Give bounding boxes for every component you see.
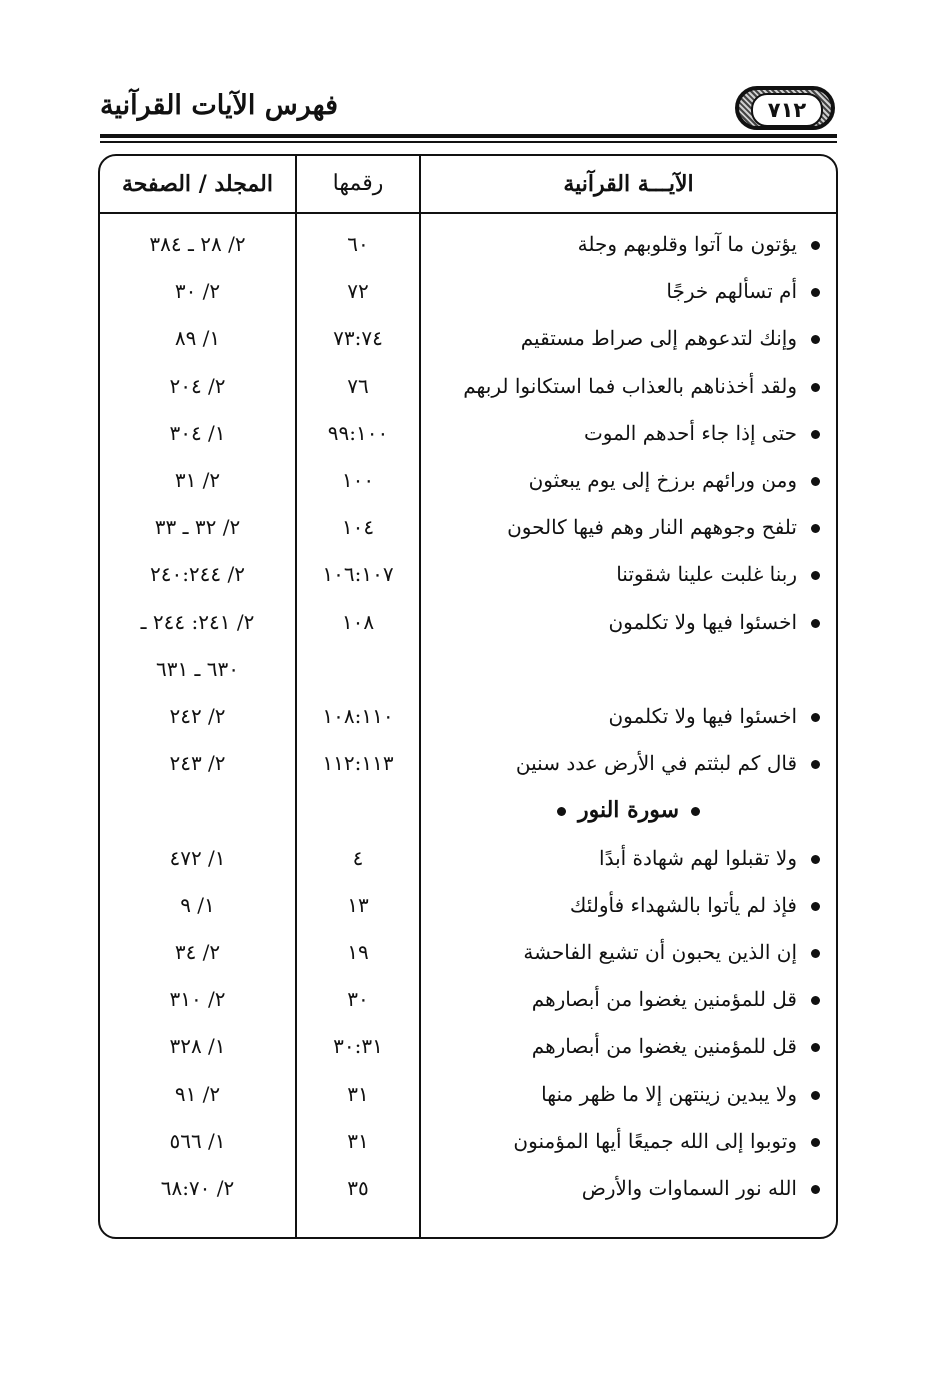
table-row: [100, 456, 836, 504]
bullet-icon: [691, 807, 700, 816]
bullet-icon: [811, 855, 820, 864]
volume-page-cell: ٢/ ٢٤١: ٢٤٤ ـ: [140, 609, 255, 634]
verse-cell: [421, 1022, 820, 1070]
verse-number-cell: ١٩: [347, 940, 369, 964]
volume-page-cell: ٢/ ٢٨ ـ ٣٨٤: [149, 232, 246, 256]
verse-number-cell: ٦٠: [347, 232, 369, 256]
page-number-badge: [735, 86, 835, 130]
verse-cell: [421, 1117, 820, 1165]
bullet-icon: [811, 383, 820, 392]
verse-text: أم تسألهم خرجًا: [666, 279, 797, 304]
verse-number-cell: ٣١: [347, 1081, 369, 1106]
verse-number-cell: ٣٥: [347, 1176, 369, 1200]
volume-page-cell: ٦٣٠ ـ ٦٣١: [155, 656, 240, 681]
header-rule-thin: [100, 141, 837, 143]
verse-number-cell: ١٠٨: [341, 609, 375, 634]
table-row: [100, 975, 836, 1023]
bullet-icon: [811, 619, 820, 628]
verse-number-cell: ١٠٨:١١٠: [322, 704, 394, 728]
table-row: [100, 881, 836, 929]
bullet-icon: [811, 1043, 820, 1052]
verse-text: حتى إذا جاء أحدهم الموت: [583, 420, 797, 445]
volume-page-cell: ١/ ٤٧٢: [169, 845, 226, 870]
surah-heading: [421, 786, 836, 834]
bullet-icon: [811, 760, 820, 769]
page-number: ٧١٢: [751, 93, 823, 127]
bullet-icon: [811, 430, 820, 439]
verse-cell: [421, 645, 820, 693]
volume-page-cell: ٢/ ٢٤٠:٢٤٤: [149, 562, 246, 587]
verse-text: اخسئوا فيها ولا تكلمون: [608, 704, 797, 728]
bullet-icon: [811, 1185, 820, 1194]
verse-cell: [421, 1070, 820, 1118]
column-header-number: رقمها: [332, 171, 384, 196]
bullet-icon: [811, 713, 820, 722]
verse-text: فإذ لم يأتوا بالشهداء فأولئك: [569, 892, 797, 917]
table-row: [100, 503, 836, 551]
volume-page-cell: ٢/ ٦٨:٧٠: [160, 1176, 235, 1200]
verse-text: قل للمؤمنين يغضوا من أبصارهم: [531, 987, 797, 1012]
bullet-icon: [811, 288, 820, 297]
table-row: [100, 1022, 836, 1070]
column-header-reference: المجلد / الصفحة: [122, 171, 273, 197]
verse-number-cell: ١٠٦:١٠٧: [322, 562, 394, 587]
verse-text: وتوبوا إلى الله جميعًا أيها المؤمنون: [513, 1128, 797, 1153]
column-header-verse: الآيـــة القرآنية: [563, 171, 694, 197]
table-row: [100, 1164, 836, 1212]
verse-cell: [421, 409, 820, 457]
verse-number-cell: ١٠٠: [341, 468, 375, 492]
volume-page-cell: ١/ ٣٠٤: [169, 420, 226, 445]
bullet-icon: [811, 477, 820, 486]
surah-title: سورة النور: [577, 797, 680, 824]
verse-number-cell: ٣٠:٣١: [333, 1034, 383, 1059]
verse-cell: [421, 314, 820, 362]
table-row: [100, 598, 836, 646]
bullet-icon: [811, 1138, 820, 1147]
verse-cell: [421, 739, 820, 787]
bullet-icon: [557, 807, 566, 816]
verse-number-cell: ٧٣:٧٤: [333, 326, 383, 351]
verse-cell: [421, 503, 820, 551]
table-row: [100, 362, 836, 410]
header-rule-thick: [100, 134, 837, 138]
verse-cell: [421, 550, 820, 598]
table-row: [100, 550, 836, 598]
verse-text: ولا تقبلوا لهم شهادة أبدًا: [599, 845, 797, 870]
verse-cell: [421, 1164, 820, 1212]
table-row: [100, 220, 836, 268]
volume-page-cell: ٢/ ٢٤٣: [169, 751, 226, 776]
bullet-icon: [811, 949, 820, 958]
bullet-icon: [811, 902, 820, 911]
verse-text: قال كم لبثتم في الأرض عدد سنين: [515, 751, 797, 776]
verse-cell: [421, 834, 820, 882]
bullet-icon: [811, 241, 820, 250]
volume-page-cell: ١/ ٥٦٦: [169, 1128, 226, 1153]
table-row: [100, 928, 836, 976]
verse-cell: [421, 928, 820, 976]
volume-page-cell: ٢/ ٢٤٢: [169, 704, 226, 728]
verse-text: ربنا غلبت علينا شقوتنا: [616, 562, 797, 587]
verse-number-cell: ٧٢: [347, 279, 369, 304]
verse-number-cell: ١١٢:١١٣: [322, 751, 394, 776]
bullet-icon: [811, 1091, 820, 1100]
running-header-title: فهرس الآيات القرآنية: [100, 90, 338, 121]
verse-cell: [421, 692, 820, 740]
table-row: [100, 267, 836, 315]
verse-text: وإنك لتدعوهم إلى صراط مستقيم: [520, 326, 797, 351]
bullet-icon: [811, 524, 820, 533]
table-row: [100, 1117, 836, 1165]
verse-text: إن الذين يحبون أن تشيع الفاحشة: [523, 940, 797, 964]
table-row: [100, 834, 836, 882]
bullet-icon: [811, 571, 820, 580]
volume-page-cell: ١/ ٩: [180, 892, 215, 917]
verse-cell: [421, 267, 820, 315]
verse-index-table: [98, 154, 838, 1239]
bullet-icon: [811, 335, 820, 344]
verse-number-cell: ٩٩:١٠٠: [327, 420, 389, 445]
verse-text: تلفح وجوههم النار وهم فيها كالحون: [507, 515, 797, 540]
table-row: [100, 645, 836, 693]
volume-page-cell: ٢/ ٣١: [174, 468, 221, 492]
verse-cell: [421, 456, 820, 504]
verse-number-cell: ١٣: [347, 892, 369, 917]
volume-page-cell: ١/ ٨٩: [174, 326, 221, 351]
volume-page-cell: ١/ ٣٢٨: [169, 1034, 226, 1059]
verse-number-cell: ٧٦: [347, 373, 369, 398]
volume-page-cell: ٢/ ٣٤: [174, 940, 221, 964]
verse-text: قل للمؤمنين يغضوا من أبصارهم: [531, 1034, 797, 1059]
verse-cell: [421, 220, 820, 268]
verse-text: يؤتون ما آتوا وقلوبهم وجلة: [577, 232, 797, 256]
verse-cell: [421, 975, 820, 1023]
verse-number-cell: ٤: [352, 845, 364, 870]
volume-page-cell: ٢/ ٣٠: [174, 279, 221, 304]
verse-text: ومن ورائهم برزخ إلى يوم يبعثون: [528, 468, 797, 492]
table-row: [100, 692, 836, 740]
verse-text: الله نور السماوات والأرض: [581, 1176, 797, 1200]
table-row: [100, 409, 836, 457]
volume-page-cell: ٢/ ٣٢ ـ ٣٣: [154, 515, 241, 540]
verse-text: ولقد أخذناهم بالعذاب فما استكانوا لربهم: [463, 373, 797, 398]
verse-number-cell: ٣١: [347, 1128, 369, 1153]
table-row: [100, 739, 836, 787]
verse-cell: [421, 598, 820, 646]
table-row: [100, 1070, 836, 1118]
verse-text: اخسئوا فيها ولا تكلمون: [608, 609, 797, 634]
table-row: [100, 314, 836, 362]
header-divider: [100, 212, 836, 214]
volume-page-cell: ٢/ ٩١: [174, 1081, 221, 1106]
volume-page-cell: ٢/ ٣١٠: [169, 987, 226, 1012]
verse-cell: [421, 881, 820, 929]
verse-number-cell: ١٠٤: [341, 515, 375, 540]
verse-cell: [421, 362, 820, 410]
verse-text: ولا يبدين زينتهن إلا ما ظهر منها: [541, 1081, 797, 1106]
verse-number-cell: ٣٠: [347, 987, 369, 1012]
bullet-icon: [811, 996, 820, 1005]
verse-number-cell: [297, 645, 419, 693]
volume-page-cell: ٢/ ٢٠٤: [169, 373, 226, 398]
